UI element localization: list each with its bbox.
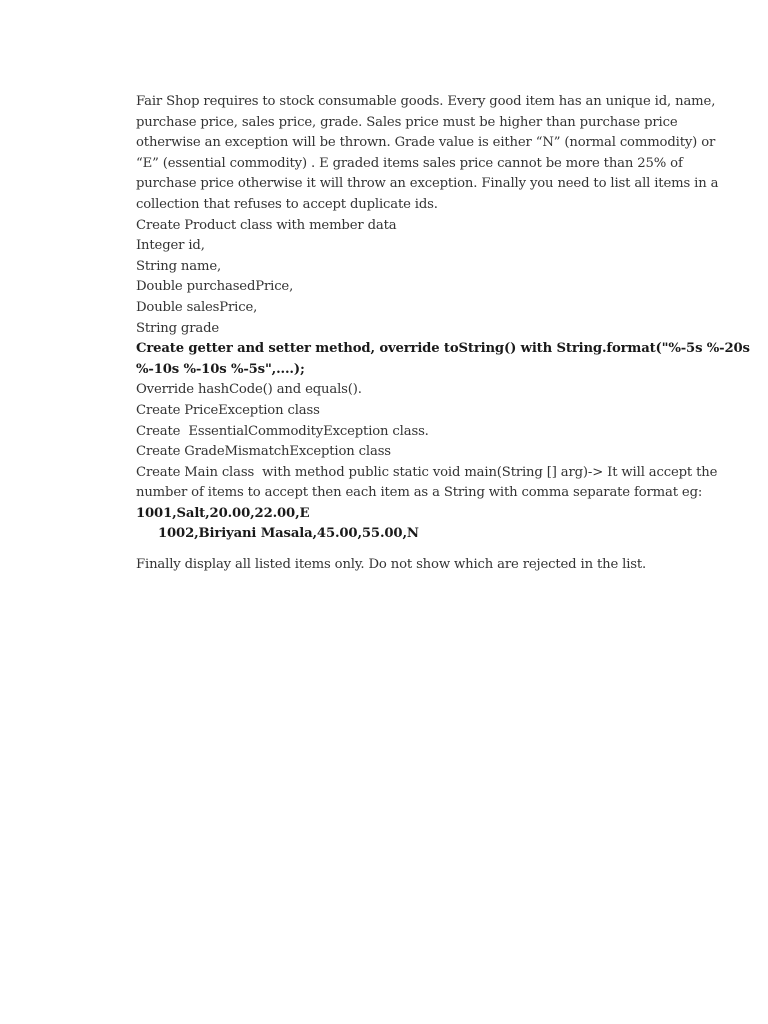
getter-setter-line: %-10s %-10s %-5s",....);: [136, 361, 305, 377]
member-line: Integer id,: [136, 238, 205, 254]
member-line: String grade: [136, 320, 220, 336]
member-line: Double salesPrice,: [136, 299, 258, 315]
intro-line: Fair Shop requires to stock consumable goods. Every good item has an unique id, name,: [136, 94, 716, 109]
main-class-line: number of items to accept then each item as a String with comma separate format eg:: [136, 485, 703, 501]
intro-line: “E” (essential commodity) . E graded items sales price cannot be more than 25% of: [136, 155, 683, 171]
exception-line: Create EssentialCommodityException class.: [136, 423, 429, 439]
intro-line: purchase price, sales price, grade. Sales price must be higher than purchase price: [136, 114, 678, 130]
product-heading: Create Product class with member data: [136, 217, 397, 233]
example-line: 1001,Salt,20.00,22.00,E: [136, 505, 310, 521]
getter-setter-line: Create getter and setter method, override toString() with String.format("%-5s %-20s: [136, 341, 750, 357]
main-class-line: Create Main class with method public static void main(String [] arg)-> It will accept the: [136, 464, 718, 480]
hashcode-line: Override hashCode() and equals().: [136, 382, 362, 398]
intro-line: otherwise an exception will be thrown. Grade value is either “N” (normal commodity) or: [136, 135, 716, 151]
intro-line: purchase price otherwise it will throw an exception. Finally you need to list all items in a: [136, 176, 719, 192]
intro-line: collection that refuses to accept duplicate ids.: [136, 196, 438, 212]
document-page: [136, 92, 750, 576]
final-line: Finally display all listed items only. Do not show which are rejected in the list.: [136, 557, 647, 573]
exception-line: Create GradeMismatchException class: [136, 444, 391, 460]
member-line: String name,: [136, 258, 222, 274]
member-line: Double purchasedPrice,: [136, 279, 294, 295]
example-line: 1002,Biriyani Masala,45.00,55.00,N: [158, 526, 419, 542]
exception-line: Create PriceException class: [136, 402, 320, 418]
